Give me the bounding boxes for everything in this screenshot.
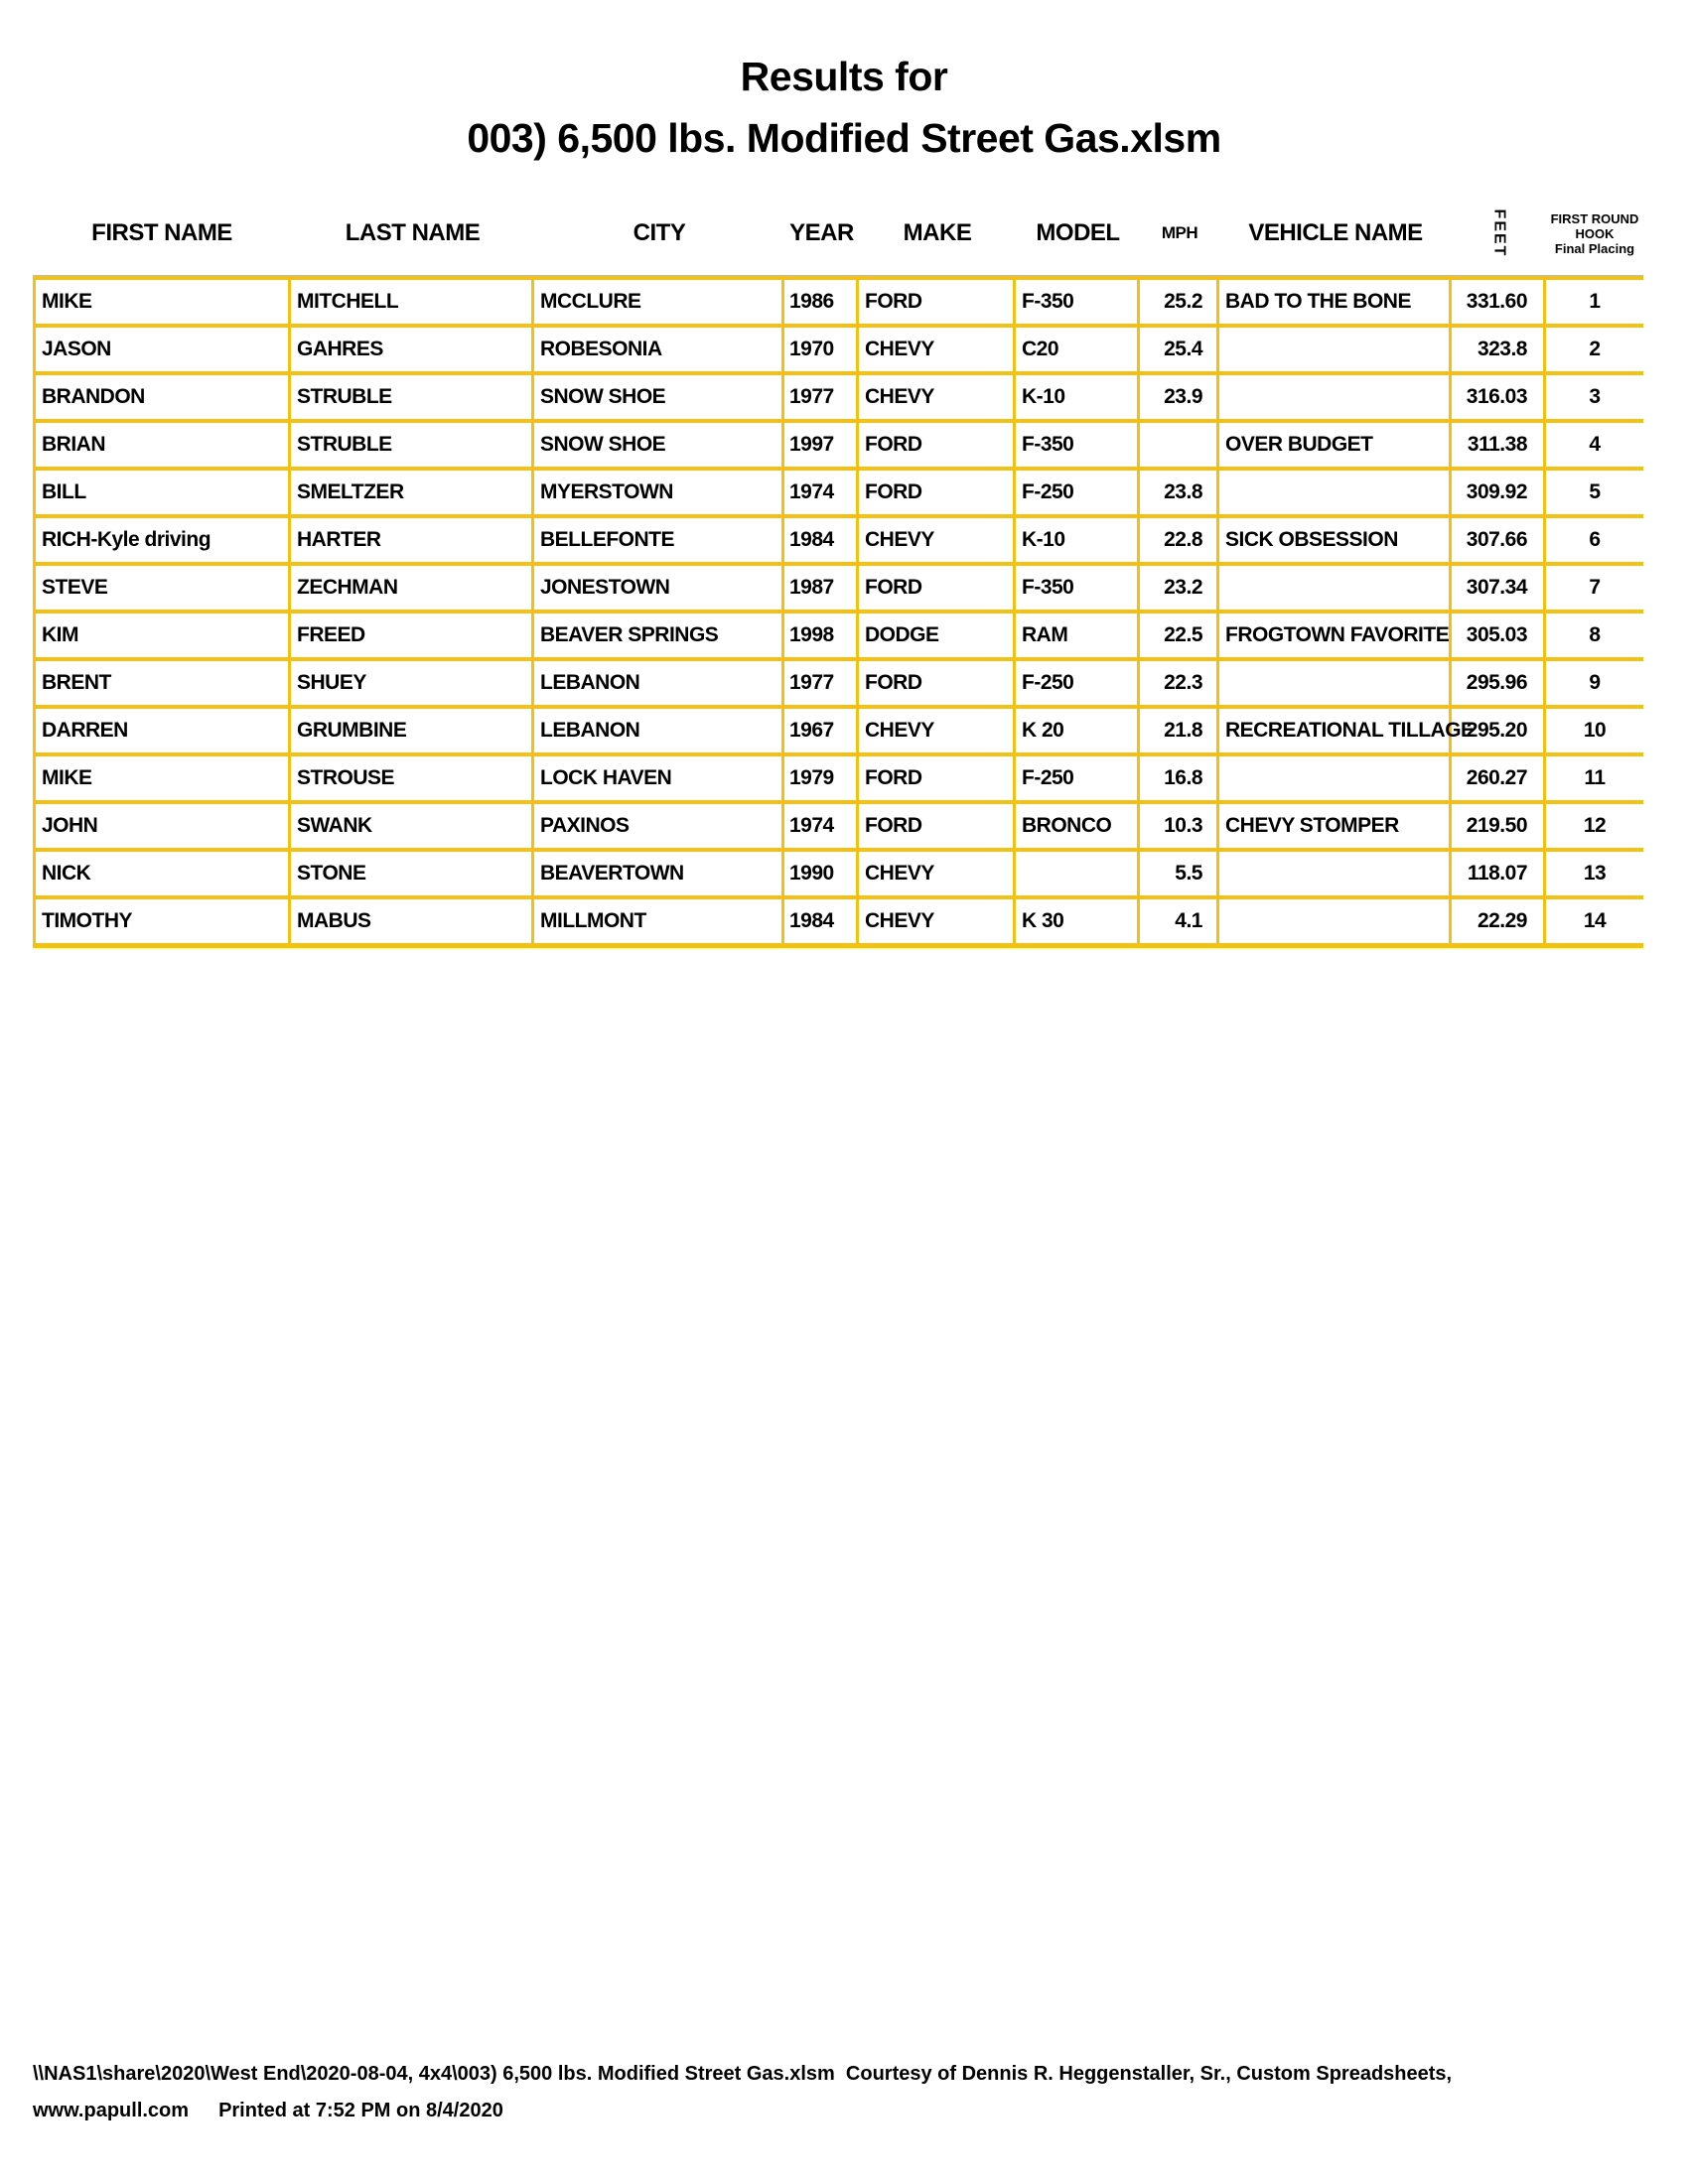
column-header-feet bbox=[1452, 202, 1546, 265]
cell-city: PAXINOS bbox=[534, 804, 784, 848]
cell-year: 1974 bbox=[784, 471, 859, 514]
cell-last-name: STRUBLE bbox=[291, 423, 534, 467]
column-header-mph: MPH bbox=[1161, 223, 1198, 242]
cell-city: MYERSTOWN bbox=[534, 471, 784, 514]
cell-feet: 295.96 bbox=[1452, 661, 1546, 705]
column-header-city: CITY bbox=[633, 219, 686, 246]
cell-make: CHEVY bbox=[859, 328, 1016, 371]
table-row bbox=[33, 423, 1643, 471]
cell-year: 1990 bbox=[784, 852, 859, 895]
cell-feet: 331.60 bbox=[1452, 280, 1546, 324]
cell-model: F-350 bbox=[1016, 566, 1140, 610]
table-row bbox=[33, 471, 1643, 518]
feet-rotated-label: FEET bbox=[1490, 208, 1508, 258]
cell-placing: 5 bbox=[1589, 480, 1601, 503]
table-row bbox=[33, 709, 1643, 756]
table-row bbox=[33, 614, 1643, 661]
cell-make: FORD bbox=[859, 804, 1016, 848]
cell-vehicle-name: BAD TO THE BONE bbox=[1219, 280, 1452, 324]
table-row bbox=[33, 375, 1643, 423]
cell-city: MCCLURE bbox=[534, 280, 784, 324]
cell-first-name: NICK bbox=[33, 852, 291, 895]
cell-year: 1984 bbox=[784, 518, 859, 562]
cell-mph: 23.9 bbox=[1140, 375, 1219, 419]
cell-feet: 305.03 bbox=[1452, 614, 1546, 657]
cell-placing: 2 bbox=[1589, 338, 1601, 360]
cell-model: F-250 bbox=[1016, 756, 1140, 800]
cell-mph: 5.5 bbox=[1140, 852, 1219, 895]
cell-mph: 22.8 bbox=[1140, 518, 1219, 562]
cell-vehicle-name bbox=[1219, 661, 1452, 705]
cell-first-name: MIKE bbox=[33, 280, 291, 324]
cell-make: FORD bbox=[859, 280, 1016, 324]
table-row bbox=[33, 804, 1643, 852]
cell-placing: 10 bbox=[1583, 719, 1607, 742]
cell-year: 1984 bbox=[784, 899, 859, 943]
cell-model: C20 bbox=[1016, 328, 1140, 371]
cell-last-name: GAHRES bbox=[291, 328, 534, 371]
cell-first-name: TIMOTHY bbox=[33, 899, 291, 943]
cell-model: BRONCO bbox=[1016, 804, 1140, 848]
cell-last-name: MITCHELL bbox=[291, 280, 534, 324]
cell-mph: 23.8 bbox=[1140, 471, 1219, 514]
cell-city: ROBESONIA bbox=[534, 328, 784, 371]
cell-vehicle-name bbox=[1219, 899, 1452, 943]
cell-model: RAM bbox=[1016, 614, 1140, 657]
cell-make: FORD bbox=[859, 423, 1016, 467]
table-row bbox=[33, 566, 1643, 614]
cell-mph: 25.4 bbox=[1140, 328, 1219, 371]
cell-make: CHEVY bbox=[859, 899, 1016, 943]
cell-mph: 22.3 bbox=[1140, 661, 1219, 705]
cell-placing: 13 bbox=[1583, 862, 1607, 885]
cell-feet: 316.03 bbox=[1452, 375, 1546, 419]
table-row bbox=[33, 518, 1643, 566]
cell-placing: 14 bbox=[1583, 909, 1607, 932]
cell-first-name: BILL bbox=[33, 471, 291, 514]
cell-first-name: KIM bbox=[33, 614, 291, 657]
cell-year: 1970 bbox=[784, 328, 859, 371]
cell-first-name: JOHN bbox=[33, 804, 291, 848]
cell-make: FORD bbox=[859, 661, 1016, 705]
cell-first-name: JASON bbox=[33, 328, 291, 371]
column-header-last-name: LAST NAME bbox=[345, 219, 481, 246]
cell-model: F-250 bbox=[1016, 471, 1140, 514]
cell-first-name: STEVE bbox=[33, 566, 291, 610]
cell-vehicle-name: SICK OBSESSION bbox=[1219, 518, 1452, 562]
cell-vehicle-name bbox=[1219, 756, 1452, 800]
cell-last-name: SHUEY bbox=[291, 661, 534, 705]
cell-last-name: ZECHMAN bbox=[291, 566, 534, 610]
cell-city: JONESTOWN bbox=[534, 566, 784, 610]
cell-first-name: BRENT bbox=[33, 661, 291, 705]
cell-feet: 323.8 bbox=[1452, 328, 1546, 371]
cell-make: CHEVY bbox=[859, 709, 1016, 752]
cell-vehicle-name bbox=[1219, 328, 1452, 371]
cell-mph: 16.8 bbox=[1140, 756, 1219, 800]
cell-first-name: MIKE bbox=[33, 756, 291, 800]
cell-city: LOCK HAVEN bbox=[534, 756, 784, 800]
cell-city: BEAVER SPRINGS bbox=[534, 614, 784, 657]
cell-feet: 295.20 bbox=[1452, 709, 1546, 752]
cell-placing: 6 bbox=[1589, 528, 1601, 551]
cell-year: 1986 bbox=[784, 280, 859, 324]
column-header-year: YEAR bbox=[789, 219, 854, 246]
cell-last-name: STONE bbox=[291, 852, 534, 895]
placing-header-line-1: FIRST ROUND bbox=[1550, 210, 1639, 226]
table-row bbox=[33, 756, 1643, 804]
cell-placing: 8 bbox=[1589, 623, 1601, 646]
column-header-vehicle-name: VEHICLE NAME bbox=[1248, 219, 1423, 246]
table-row bbox=[33, 328, 1643, 375]
cell-mph: 22.5 bbox=[1140, 614, 1219, 657]
table-row bbox=[33, 852, 1643, 899]
cell-feet: 309.92 bbox=[1452, 471, 1546, 514]
cell-city: LEBANON bbox=[534, 661, 784, 705]
cell-last-name: FREED bbox=[291, 614, 534, 657]
cell-feet: 260.27 bbox=[1452, 756, 1546, 800]
cell-city: LEBANON bbox=[534, 709, 784, 752]
cell-mph: 21.8 bbox=[1140, 709, 1219, 752]
cell-first-name: BRIAN bbox=[33, 423, 291, 467]
cell-model: K 20 bbox=[1016, 709, 1140, 752]
cell-feet: 307.66 bbox=[1452, 518, 1546, 562]
cell-first-name: DARREN bbox=[33, 709, 291, 752]
column-header-first-name: FIRST NAME bbox=[91, 219, 232, 246]
cell-year: 1977 bbox=[784, 661, 859, 705]
cell-last-name: MABUS bbox=[291, 899, 534, 943]
cell-city: BEAVERTOWN bbox=[534, 852, 784, 895]
cell-vehicle-name: FROGTOWN FAVORITE bbox=[1219, 614, 1452, 657]
cell-year: 1977 bbox=[784, 375, 859, 419]
cell-placing: 3 bbox=[1589, 385, 1601, 408]
cell-vehicle-name bbox=[1219, 566, 1452, 610]
cell-placing: 4 bbox=[1589, 433, 1601, 456]
cell-mph: 23.2 bbox=[1140, 566, 1219, 610]
cell-make: FORD bbox=[859, 471, 1016, 514]
cell-vehicle-name bbox=[1219, 852, 1452, 895]
cell-mph: 25.2 bbox=[1140, 280, 1219, 324]
cell-first-name: RICH-Kyle driving bbox=[33, 518, 291, 562]
footer-file-path: \\NAS1\share\2020\West End\2020-08-04, 4x4\003) 6,500 lbs. Modified Street Gas.xlsm Courtesy of Dennis R. Heggenstaller, Sr., Custom Spreadsheets, bbox=[33, 2063, 1453, 2085]
cell-model: F-350 bbox=[1016, 423, 1140, 467]
cell-make: CHEVY bbox=[859, 852, 1016, 895]
cell-last-name: SWANK bbox=[291, 804, 534, 848]
cell-vehicle-name bbox=[1219, 375, 1452, 419]
column-header-make: MAKE bbox=[903, 219, 972, 246]
table-row bbox=[33, 899, 1643, 948]
cell-vehicle-name: CHEVY STOMPER bbox=[1219, 804, 1452, 848]
cell-placing: 9 bbox=[1589, 671, 1601, 694]
table-row bbox=[33, 280, 1643, 328]
cell-last-name: SMELTZER bbox=[291, 471, 534, 514]
cell-model: K 30 bbox=[1016, 899, 1140, 943]
cell-last-name: GRUMBINE bbox=[291, 709, 534, 752]
cell-first-name: BRANDON bbox=[33, 375, 291, 419]
cell-last-name: STROUSE bbox=[291, 756, 534, 800]
cell-placing: 12 bbox=[1583, 814, 1607, 837]
footer-website: www.papull.com bbox=[33, 2100, 190, 2121]
cell-placing: 7 bbox=[1589, 576, 1601, 599]
cell-vehicle-name: RECREATIONAL TILLAGE bbox=[1219, 709, 1452, 752]
column-header-placing bbox=[1546, 202, 1643, 265]
cell-feet: 219.50 bbox=[1452, 804, 1546, 848]
cell-year: 1974 bbox=[784, 804, 859, 848]
cell-placing: 1 bbox=[1589, 290, 1601, 313]
cell-make: DODGE bbox=[859, 614, 1016, 657]
results-table bbox=[33, 275, 1643, 948]
cell-make: FORD bbox=[859, 756, 1016, 800]
table-header-row bbox=[33, 202, 1643, 265]
placing-header-line-2: HOOK bbox=[1575, 225, 1615, 241]
title-line-2: 003) 6,500 lbs. Modified Street Gas.xlsm bbox=[467, 115, 1221, 161]
cell-last-name: STRUBLE bbox=[291, 375, 534, 419]
cell-vehicle-name: OVER BUDGET bbox=[1219, 423, 1452, 467]
cell-model bbox=[1016, 852, 1140, 895]
cell-make: CHEVY bbox=[859, 518, 1016, 562]
cell-make: FORD bbox=[859, 566, 1016, 610]
cell-year: 1987 bbox=[784, 566, 859, 610]
cell-mph: 10.3 bbox=[1140, 804, 1219, 848]
column-header-model: MODEL bbox=[1036, 219, 1120, 246]
footer-printed-timestamp: Printed at 7:52 PM on 8/4/2020 bbox=[218, 2100, 503, 2121]
placing-header-line-3: Final Placing bbox=[1554, 240, 1635, 256]
cell-year: 1979 bbox=[784, 756, 859, 800]
cell-mph: 4.1 bbox=[1140, 899, 1219, 943]
cell-feet: 118.07 bbox=[1452, 852, 1546, 895]
cell-model: K-10 bbox=[1016, 518, 1140, 562]
page-title bbox=[0, 46, 1688, 169]
cell-year: 1997 bbox=[784, 423, 859, 467]
cell-make: CHEVY bbox=[859, 375, 1016, 419]
cell-city: SNOW SHOE bbox=[534, 423, 784, 467]
title-line-1: Results for bbox=[740, 54, 948, 99]
page-footer bbox=[33, 2063, 1452, 2122]
cell-year: 1967 bbox=[784, 709, 859, 752]
cell-year: 1998 bbox=[784, 614, 859, 657]
table-row bbox=[33, 661, 1643, 709]
cell-vehicle-name bbox=[1219, 471, 1452, 514]
cell-model: F-350 bbox=[1016, 280, 1140, 324]
cell-feet: 307.34 bbox=[1452, 566, 1546, 610]
cell-placing: 11 bbox=[1584, 766, 1606, 789]
cell-mph bbox=[1140, 423, 1219, 467]
cell-city: BELLEFONTE bbox=[534, 518, 784, 562]
cell-feet: 22.29 bbox=[1452, 899, 1546, 943]
cell-feet: 311.38 bbox=[1452, 423, 1546, 467]
cell-city: MILLMONT bbox=[534, 899, 784, 943]
cell-city: SNOW SHOE bbox=[534, 375, 784, 419]
cell-model: F-250 bbox=[1016, 661, 1140, 705]
cell-last-name: HARTER bbox=[291, 518, 534, 562]
cell-model: K-10 bbox=[1016, 375, 1140, 419]
